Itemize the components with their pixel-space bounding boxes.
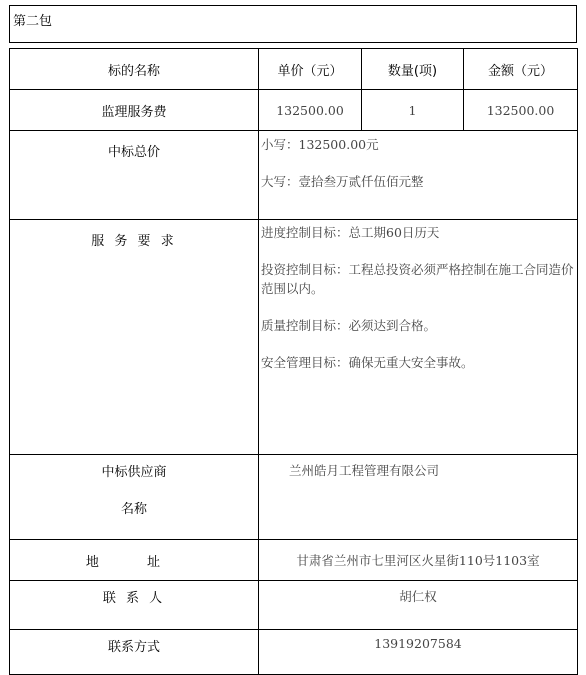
supplier-label xyxy=(10,455,259,540)
supplier-label-line1: 中标供应商 xyxy=(101,465,167,480)
header-amount: 金额（元） xyxy=(464,49,578,90)
package-title: 第二包 xyxy=(9,5,577,43)
requirement-investment: 投资控制目标：工程总投资必须严格控制在施工合同造价范围以内。 xyxy=(261,262,574,296)
item-amount: 132500.00 xyxy=(464,90,578,131)
total-lower: 小写：132500.00元 xyxy=(261,137,379,152)
header-name: 标的名称 xyxy=(10,49,259,90)
supplier-label-line2: 名称 xyxy=(120,502,147,517)
contact-row xyxy=(10,581,578,630)
supplier-value: 兰州皓月工程管理有限公司 xyxy=(259,455,578,540)
supplier-row xyxy=(10,455,578,540)
address-row xyxy=(10,540,578,581)
contact-value: 胡仁权 xyxy=(259,581,578,630)
phone-row xyxy=(10,630,578,675)
contact-label: 联 系 人 xyxy=(10,581,259,630)
requirement-safety: 安全管理目标：确保无重大安全事故。 xyxy=(261,355,474,370)
requirement-schedule: 进度控制目标：总工期60日历天 xyxy=(261,225,440,240)
item-name: 监理服务费 xyxy=(10,90,259,131)
phone-label: 联系方式 xyxy=(10,630,259,675)
requirements-values xyxy=(259,220,578,455)
address-value: 甘肃省兰州市七里河区火星街110号1103室 xyxy=(259,540,578,581)
phone-value: 13919207584 xyxy=(259,630,578,675)
item-quantity: 1 xyxy=(362,90,464,131)
total-values xyxy=(259,131,578,220)
total-upper: 大写：壹拾叁万贰仟伍佰元整 xyxy=(261,174,424,189)
header-row xyxy=(10,49,578,90)
item-unit-price: 132500.00 xyxy=(259,90,362,131)
header-quantity: 数量(项) xyxy=(362,49,464,90)
requirements-label: 服 务 要 求 xyxy=(10,220,259,455)
address-label: 地 址 xyxy=(10,540,259,581)
requirements-row xyxy=(10,220,578,455)
total-row xyxy=(10,131,578,220)
total-label: 中标总价 xyxy=(10,131,259,220)
requirement-quality: 质量控制目标：必须达到合格。 xyxy=(261,318,437,333)
header-unit-price: 单价（元） xyxy=(259,49,362,90)
item-row xyxy=(10,90,578,131)
award-table xyxy=(9,48,578,675)
